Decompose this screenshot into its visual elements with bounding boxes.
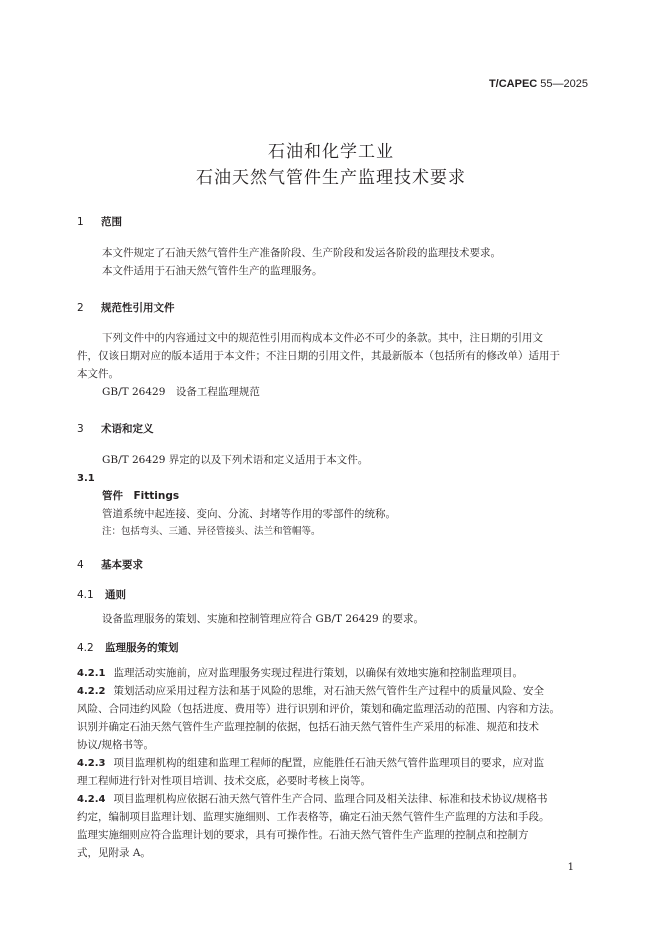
paragraph-line: 式，见附录 A。 <box>77 847 151 859</box>
paragraph-line: 监理实施细则应符合监理计划的要求，具有可操作性。石油天然气管件生产监理的控制点和控制方 <box>77 829 529 841</box>
section-2-heading <box>77 300 175 315</box>
term-number: 3.1 <box>77 473 95 484</box>
paragraph-line: 项目监理机构应依据石油天然气管件生产合同、监理合同及相关法律、标准和技术协议/规格书 <box>113 793 548 805</box>
clause-number: 4.2.3 <box>77 758 106 769</box>
term-name: 管件 Fittings <box>102 490 180 502</box>
section-2-body <box>77 329 587 401</box>
document-title-line1: 石油和化学工业 <box>268 142 394 162</box>
document-code <box>489 78 588 90</box>
paragraph-line: 协议/规格书等。 <box>77 739 155 751</box>
section-1-heading <box>77 214 122 229</box>
subsection-4-1-heading <box>77 587 126 602</box>
document-code-number: 55—2025 <box>537 78 588 90</box>
section-4-heading <box>77 557 143 572</box>
section-3-body <box>77 451 587 541</box>
section-number: 4.2 <box>77 642 94 654</box>
section-number: 4.1 <box>77 589 94 601</box>
page-number: 1 <box>567 862 574 873</box>
paragraph-line: 识别并确定石油天然气管件生产监理控制的依据，包括石油天然气管件生产采用的标准、规范和技术 <box>77 721 539 733</box>
paragraph-line: 项目监理机构的组建和监理工程师的配置，应能胜任石油天然气管件监理项目的要求，应对监 <box>113 757 544 769</box>
paragraph-line: 下列文件中的内容通过文中的规范性引用而构成本文件必不可少的条款。其中，注日期的引用文 <box>102 332 543 344</box>
paragraph: 设备监理服务的策划、实施和控制管理应符合 GB/T 26429 的要求。 <box>102 613 425 625</box>
paragraph: GB/T 26429 界定的以及下列术语和定义适用于本文件。 <box>102 454 369 466</box>
paragraph-line: 理工程师进行针对性项目培训、技术交底，必要时考核上岗等。 <box>77 775 371 787</box>
paragraph-line: 监理活动实施前，应对监理服务实现过程进行策划，以确保有效地实施和控制监理项目。 <box>113 667 523 679</box>
section-number: 2 <box>77 302 84 314</box>
paragraph: 本文件规定了石油天然气管件生产准备阶段、生产阶段和发运各阶段的监理技术要求。 <box>102 247 501 259</box>
document-title-line2: 石油天然气管件生产监理技术要求 <box>196 168 466 188</box>
section-number: 1 <box>77 216 84 228</box>
section-title: 通则 <box>105 589 126 601</box>
term-definition: 管道系统中起连接、变向、分流、封堵等作用的零部件的统称。 <box>102 508 396 520</box>
subsection-4-2-heading <box>77 640 179 655</box>
term-note: 注：包括弯头、三通、异径管接头、法兰和管帽等。 <box>102 526 321 537</box>
section-number: 3 <box>77 423 84 435</box>
subsection-4-1-body <box>77 610 587 628</box>
paragraph-line: 风险、合同违约风险（包括进度、费用等）进行识别和评价，策划和确定监理活动的范围、内容和方法。 <box>77 703 560 715</box>
paragraph: 本文件适用于石油天然气管件生产的监理服务。 <box>102 265 323 277</box>
clause-number: 4.2.4 <box>77 794 106 805</box>
section-number: 4 <box>77 559 84 571</box>
section-3-heading <box>77 421 154 436</box>
paragraph-line: 本文件。 <box>77 368 119 380</box>
section-title: 术语和定义 <box>101 423 154 435</box>
paragraph-line: 件，仅该日期对应的版本适用于本文件；不注日期的引用文件，其最新版本（包括所有的修改单）适用于 <box>77 350 560 362</box>
section-1-body <box>77 244 587 280</box>
clause-number: 4.2.2 <box>77 686 106 697</box>
section-title: 范围 <box>101 216 122 228</box>
section-title: 监理服务的策划 <box>105 642 179 654</box>
section-title: 规范性引用文件 <box>101 302 175 314</box>
clause-number: 4.2.1 <box>77 668 106 679</box>
normative-reference: GB/T 26429 设备工程监理规范 <box>102 386 260 398</box>
paragraph-line: 约定，编制项目监理计划、监理实施细则、工作表格等，确定石油天然气管件生产监理的方法和手段。 <box>77 811 550 823</box>
subsection-4-2-body <box>77 664 587 862</box>
section-title: 基本要求 <box>101 559 143 571</box>
paragraph-line: 策划活动应采用过程方法和基于风险的思维，对石油天然气管件生产过程中的质量风险、安全 <box>113 685 544 697</box>
document-code-prefix: T/CAPEC <box>488 78 538 90</box>
